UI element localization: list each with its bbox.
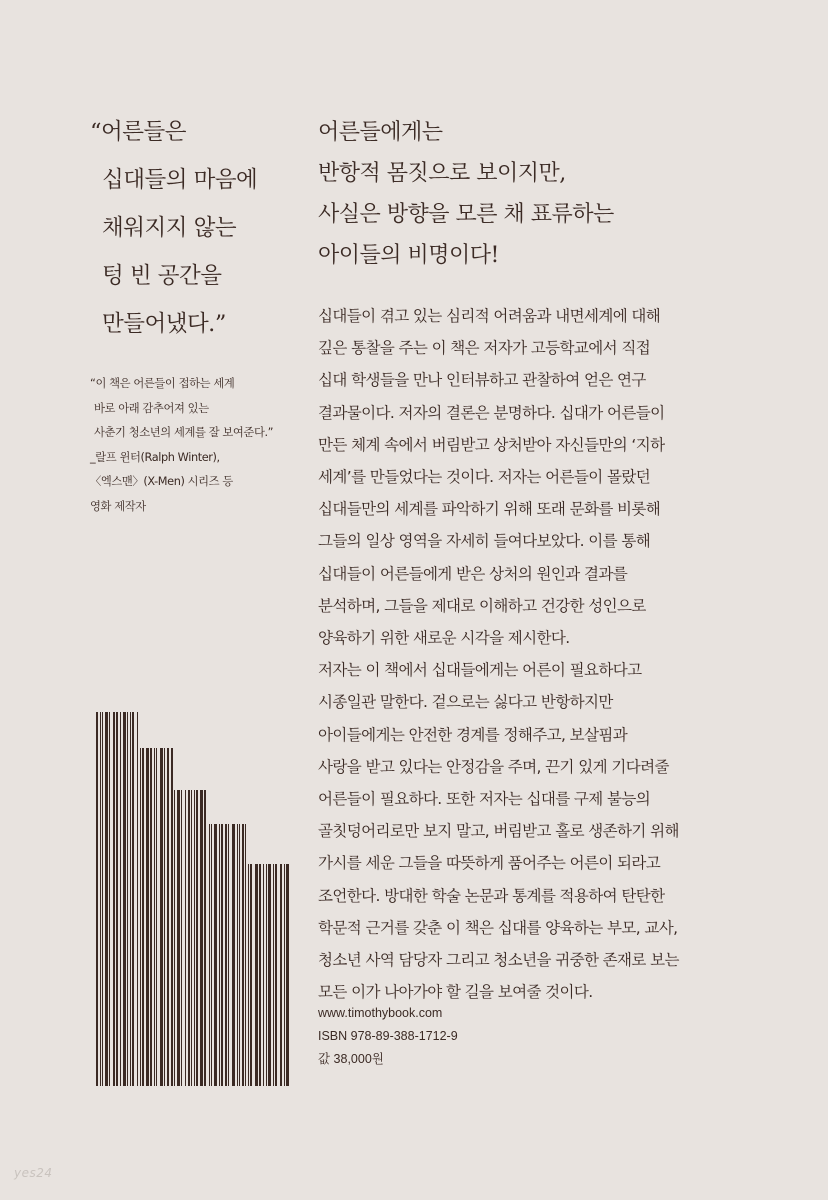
barcode-bar [228,824,229,1086]
barcode-bar [259,864,261,1086]
headline-line: 아이들의 비명이다! [318,243,499,268]
description-line: 모든 이가 나아가야 할 길을 보여줄 것이다. [318,983,593,1002]
barcode-bar [211,824,212,1086]
barcode-bar [130,712,131,1086]
barcode-bar [255,864,258,1086]
price-text: 값 38,000원 [318,1052,384,1066]
barcode-bar [196,790,198,1086]
barcode-bar [286,864,289,1086]
barcode-bar [96,712,98,1086]
barcode-bar [102,712,103,1086]
blurb-line: 〈엑스맨〉(X-Men) 시리즈 등 [90,475,233,488]
description-line: 세계’를 만들었다는 것이다. 저자는 어른들이 몰랐던 [318,468,651,487]
description-line: 십대들이 겪고 있는 심리적 어려움과 내면세계에 대해 [318,307,661,325]
description-line: 어른들이 필요하다. 또한 저자는 십대를 구제 불능의 [318,790,651,809]
pull-quote [90,108,300,348]
description-line: 시종일관 말한다. 겉으로는 싫다고 반항하지만 [318,693,613,712]
barcode-bar [194,790,195,1086]
pull-quote-line: 십대들의 마음에 [102,167,258,193]
barcode-bar [225,824,227,1086]
barcode-bar [142,748,144,1086]
pull-quote-line: 만들어냈다.” [102,311,226,337]
description-line: 결과물이다. 저자의 결론은 분명하다. 십대가 어른들이 [318,403,665,422]
description-line: 깊은 통찰을 주는 이 책은 저자가 고등학교에서 직접 [318,339,651,358]
barcode-bar [250,864,252,1086]
barcode-bar [154,748,155,1086]
barcode-bar [209,824,210,1086]
publisher-info [318,1002,458,1071]
barcode-bar [280,864,282,1086]
barcode-bar [237,824,238,1086]
blurb-line: 바로 아래 감추어져 있는 [94,401,209,415]
barcode-bar [167,748,169,1086]
barcode-bar [174,790,175,1086]
pull-quote-line: 텅 빈 공간을 [102,263,222,289]
isbn-text: ISBN 978-89-388-1712-9 [318,1029,458,1043]
barcode-bar [266,864,267,1086]
description-line: 십대들이 어른들에게 받은 상처의 원인과 결과를 [318,564,628,583]
blurb-line: 사춘기 청소년의 세계를 잘 보여준다.” [94,426,274,439]
description-line: 아이들에게는 안전한 경계를 정해주고, 보살핌과 [318,725,628,744]
barcode-bar [127,712,128,1086]
barcode-bar [232,824,235,1086]
headline-line: 어른들에게는 [318,120,443,145]
barcode-bar [191,790,192,1086]
barcode-bar [116,712,118,1086]
headline-line: 사실은 방향을 모른 채 표류하는 [318,202,614,227]
description-line: 양육하기 위한 새로운 시각을 제시한다. [318,629,570,648]
barcode-bar [268,864,271,1086]
description-line: 십대 학생들을 만나 인터뷰하고 관찰하여 얻은 연구 [318,371,646,390]
barcode-bar [181,790,182,1086]
barcode-bar [109,712,110,1086]
description-line: 만든 체계 속에서 버림받고 상처받아 자신들만의 ‘지하 [318,435,665,454]
barcode-bar [245,824,246,1086]
barcode [96,712,292,1086]
barcode-bar [160,748,163,1086]
barcode-bar [221,824,223,1086]
barcode-bar [188,790,190,1086]
description-line: 저자는 이 책에서 십대들에게는 어른이 필요하다고 [318,661,642,680]
description-line: 가시를 세운 그들을 따뜻하게 품어주는 어른이 되라고 [318,854,661,873]
description-line: 그들의 일상 영역을 자세히 들여다보았다. 이를 통해 [318,532,651,551]
barcode-bar [200,790,203,1086]
blurb-line: _랄프 윈터(Ralph Winter), [90,450,220,464]
description-line: 조언한다. 방대한 학술 논문과 통계를 적용하여 탄탄한 [318,886,665,905]
blurb-line: 영화 제작자 [90,499,146,513]
barcode-bar [150,748,152,1086]
headline-line: 반항적 몸짓으로 보이지만, [318,161,566,186]
barcode-bar [171,748,173,1086]
website-text: www.timothybook.com [318,1006,443,1020]
barcode-bar [123,712,126,1086]
barcode-bar [146,748,149,1086]
blurb-line: “이 책은 어른들이 접하는 세계 [90,377,235,390]
barcode-bar [239,824,240,1086]
barcode-bar [275,864,277,1086]
endorsement-blurb [90,372,310,519]
description-line: 학문적 근거를 갖춘 이 책은 십대를 양육하는 부모, 교사, [318,918,678,937]
barcode-bar [120,712,121,1086]
barcode-bar [156,748,157,1086]
description-line: 청소년 사역 담당자 그리고 청소년을 귀중한 존재로 보는 [318,951,679,970]
barcode-bar [185,790,186,1086]
barcode-bar [284,864,285,1086]
barcode-bar [132,712,134,1086]
book-description [318,300,798,1008]
barcode-bar [100,712,101,1086]
description-line: 십대들만의 세계를 파악하기 위해 또래 문화를 비롯해 [318,500,661,519]
description-line: 사랑을 받고 있다는 안정감을 주며, 끈기 있게 기다려줄 [318,757,669,776]
headline [318,112,788,276]
barcode-bar [214,824,217,1086]
pull-quote-line: 채워지지 않는 [102,215,237,241]
barcode-bar [177,790,180,1086]
barcode-bar [263,864,264,1086]
barcode-bar [204,790,206,1086]
watermark-logo: yes24 [14,1166,53,1180]
barcode-bar [273,864,274,1086]
pull-quote-line: “어른들은 [90,119,186,145]
description-line: 분석하며, 그들을 제대로 이해하고 건강한 성인으로 [318,596,646,615]
barcode-bar [140,748,141,1086]
barcode-bar [248,864,249,1086]
barcode-bar [105,712,108,1086]
barcode-bar [113,712,115,1086]
description-line: 골칫덩어리로만 보지 말고, 버림받고 홀로 생존하기 위해 [318,822,679,841]
barcode-bar [137,712,138,1086]
barcode-bar [219,824,220,1086]
barcode-bar [164,748,165,1086]
barcode-bar [242,824,244,1086]
